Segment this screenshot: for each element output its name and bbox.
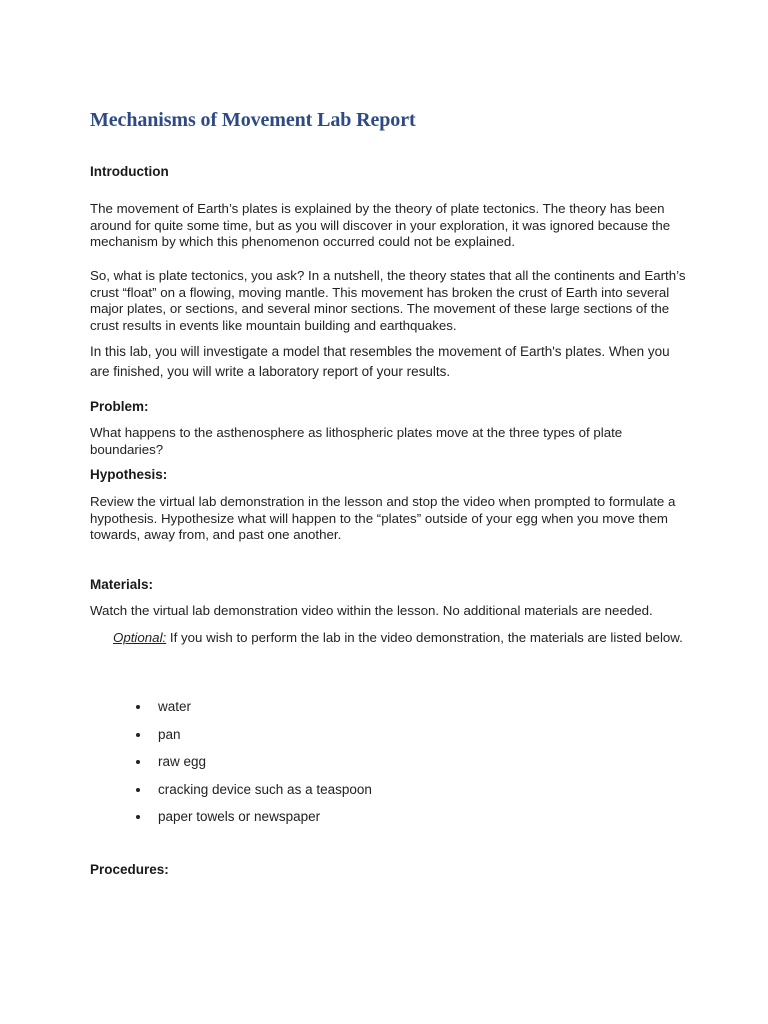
problem-heading: Problem: xyxy=(90,399,149,414)
hypothesis-heading: Hypothesis: xyxy=(90,467,168,482)
document-title: Mechanisms of Movement Lab Report xyxy=(90,109,416,131)
materials-list xyxy=(130,698,372,836)
list-item xyxy=(130,781,372,809)
list-item-label: paper towels or newspaper xyxy=(158,809,321,824)
list-item xyxy=(130,808,372,836)
list-item xyxy=(130,698,372,726)
materials-heading: Materials: xyxy=(90,577,154,592)
list-item-label: raw egg xyxy=(158,754,207,769)
list-item xyxy=(130,753,372,781)
introduction-paragraph-2: So, what is plate tectonics, you ask? In a nutshell, the theory states that all the continents and Earth’s crust “float” on a flowing, moving mantle. This movement has broken the crust of Earth into several major plates, or sections, and several minor sections. The movement of these large sections of the crust results in events like mountain building and earthquakes. xyxy=(90,268,686,333)
bullet-icon xyxy=(136,788,140,792)
introduction-heading: Introduction xyxy=(90,164,169,179)
list-item-label: cracking device such as a teaspoon xyxy=(158,781,372,797)
list-item-label: pan xyxy=(158,726,181,742)
bullet-icon xyxy=(136,760,140,764)
bullet-icon xyxy=(136,733,140,737)
problem-text: What happens to the asthenosphere as lithospheric plates move at the three types of plate boundaries? xyxy=(90,425,623,457)
materials-optional-note xyxy=(113,630,688,647)
list-item xyxy=(130,726,372,754)
list-item-label: water xyxy=(158,699,192,714)
procedures-heading: Procedures: xyxy=(90,862,169,877)
optional-label: Optional: xyxy=(113,630,167,645)
hypothesis-text: Review the virtual lab demonstration in the lesson and stop the video when prompted to formulate a hypothesis. Hypothesize what will happen to the “plates” outside of your egg when you move them towards, away from, and past one another. xyxy=(90,494,676,542)
optional-text: If you wish to perform the lab in the video demonstration, the materials are listed below. xyxy=(166,630,683,645)
bullet-icon xyxy=(136,705,140,709)
introduction-paragraph-1: The movement of Earth’s plates is explained by the theory of plate tectonics. The theory has been around for quite some time, but as you will discover in your exploration, it was ignored because the mechanism by which this phenomenon occurred could not be explained. xyxy=(90,201,671,249)
materials-text: Watch the virtual lab demonstration video within the lesson. No additional materials are needed. xyxy=(90,603,653,618)
bullet-icon xyxy=(136,815,140,819)
introduction-paragraph-3: In this lab, you will investigate a model that resembles the movement of Earth's plates. When you are finished, you will write a laboratory report of your results. xyxy=(90,344,670,379)
